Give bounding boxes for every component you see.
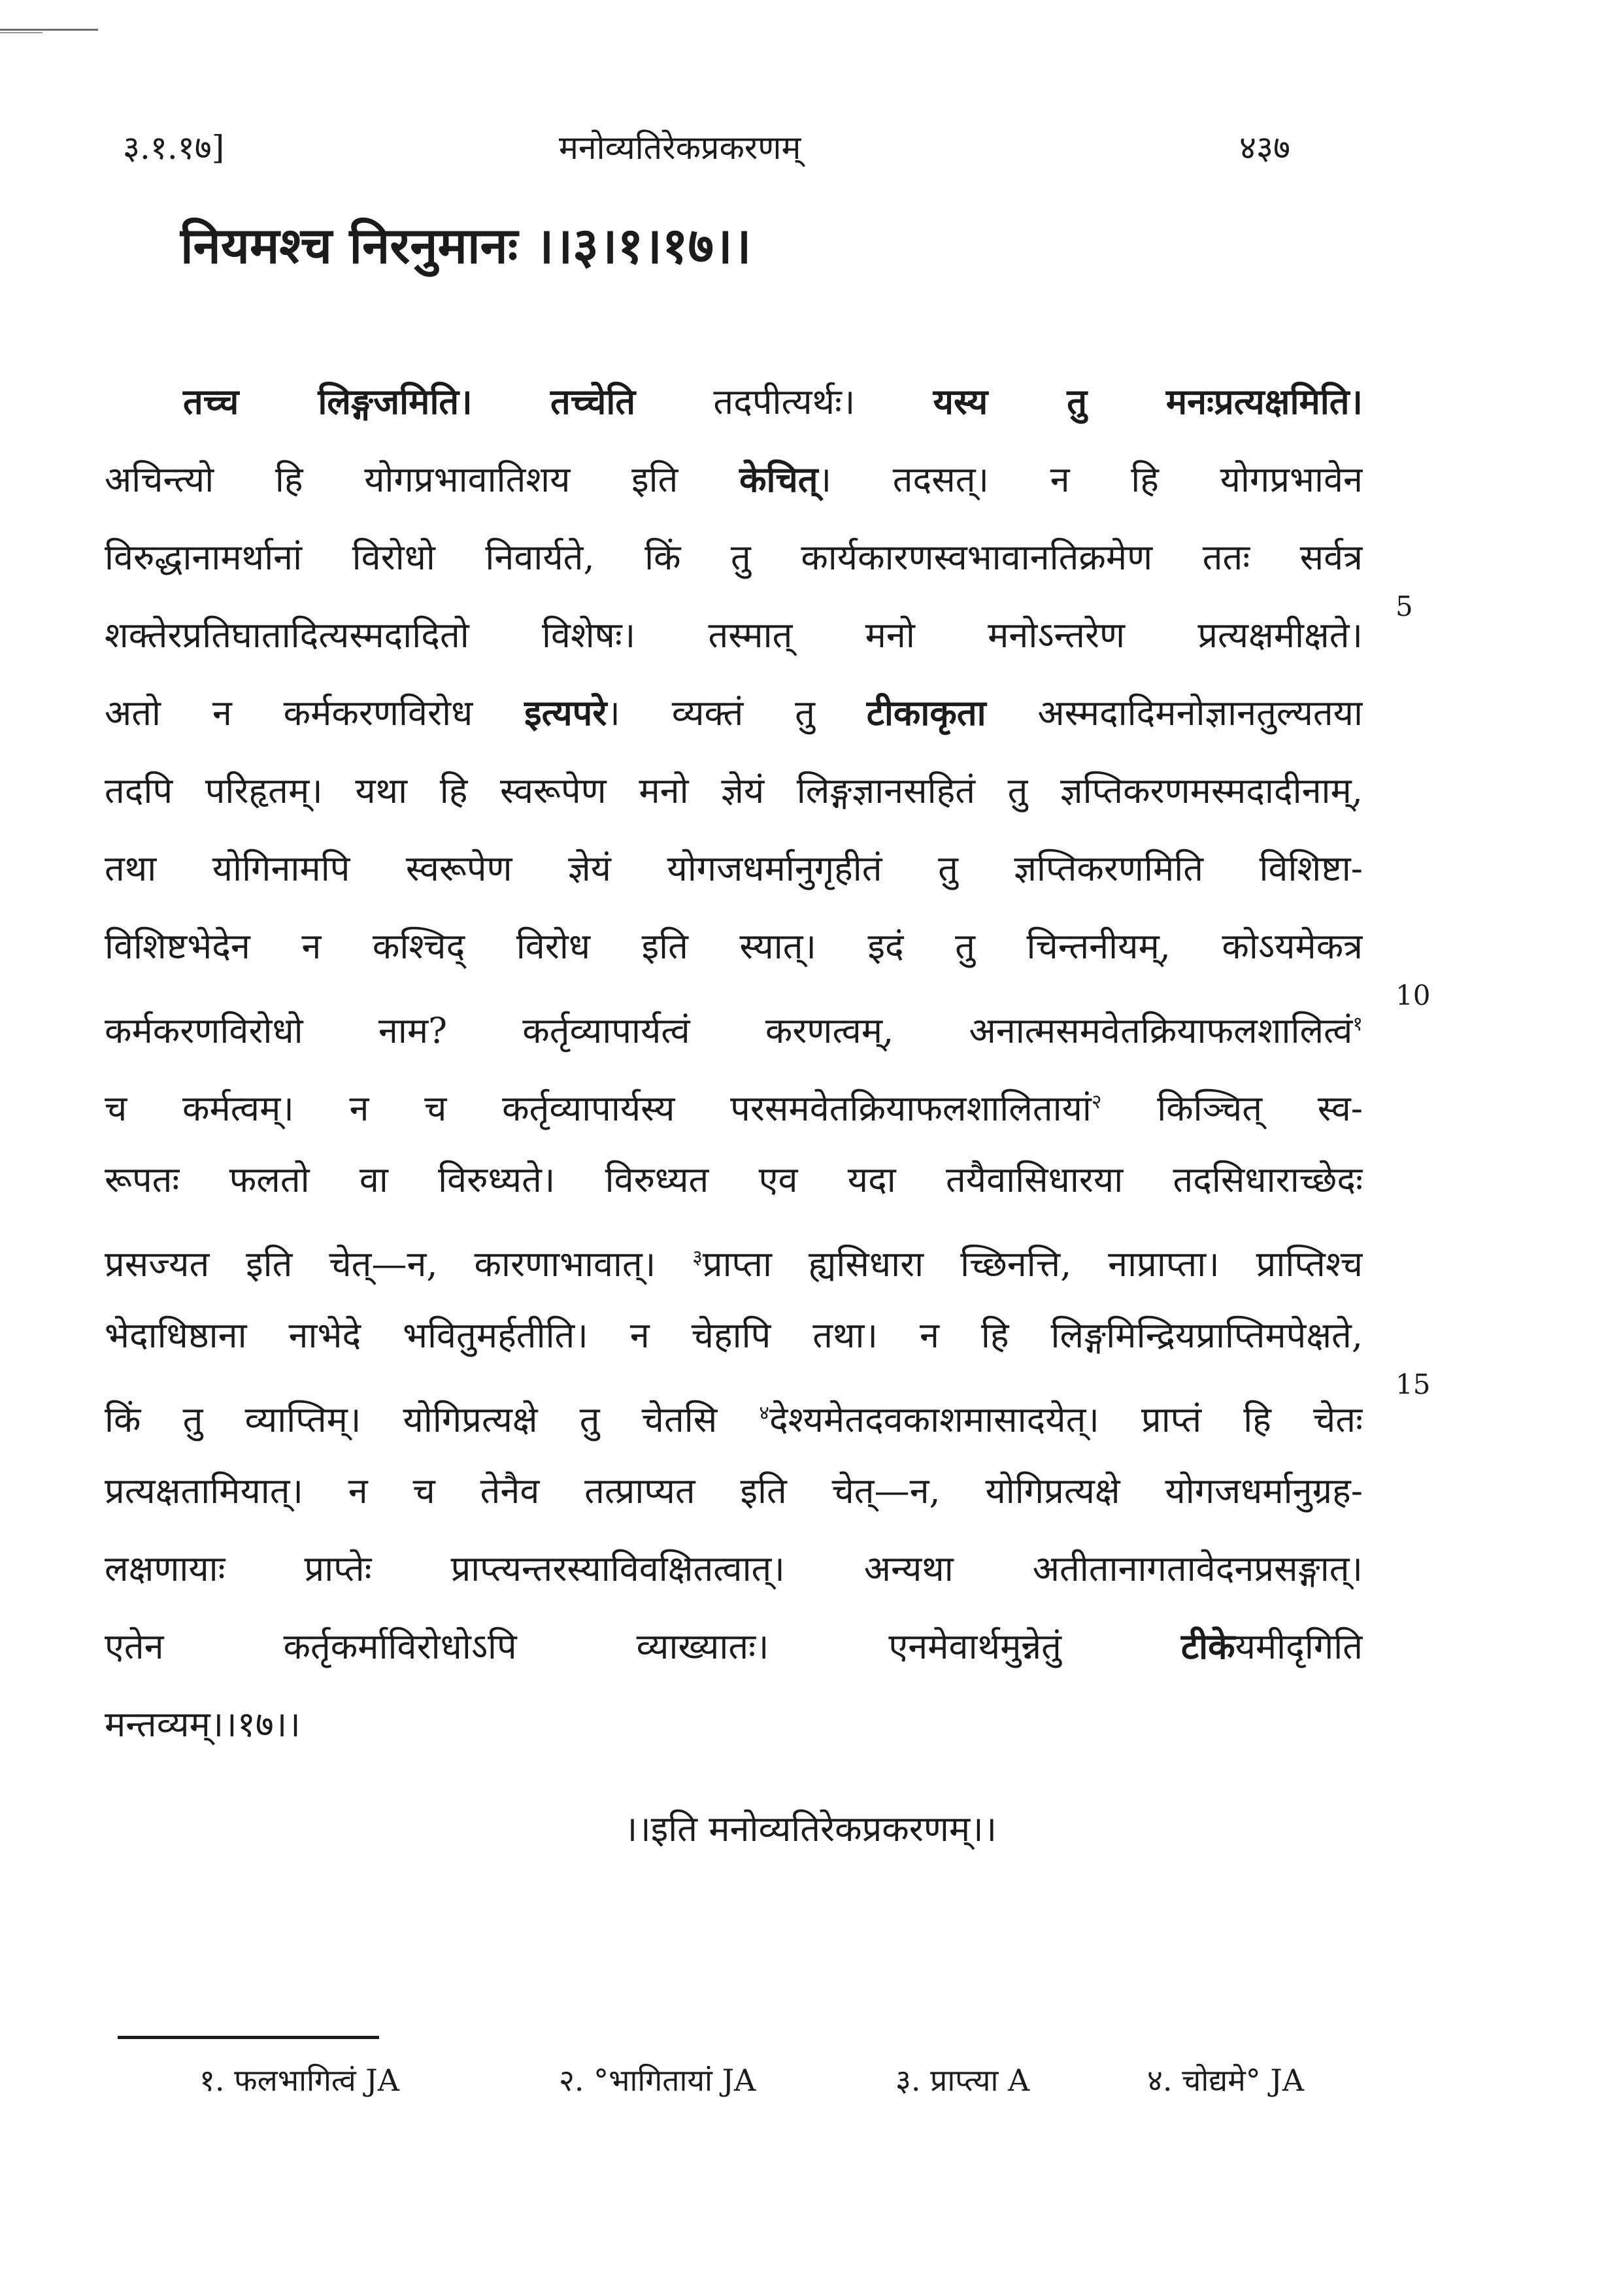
line-number: 15 (1395, 1368, 1431, 1400)
text-line (105, 1608, 1363, 1685)
text-segment: शक्तेरप्रतिघातादित्यस्मदादितो विशेषः। तस्मात् मनो मनोऽन्तरेण प्रत्यक्षमीक्षते। (105, 615, 1363, 656)
text-line (105, 441, 1363, 518)
footnote: १. फलभागित्वं JA (199, 2063, 399, 2098)
footnote-rule (118, 2036, 379, 2039)
bold-lemma: तच्च लिङ्गजमिति। (183, 380, 473, 422)
commentary-body (105, 363, 1363, 1763)
text-line (105, 1296, 1363, 1374)
text-line (105, 752, 1363, 830)
text-segment: प्रसज्यत इति चेत्—न, कारणाभावात्। (105, 1243, 693, 1285)
text-line (105, 363, 1363, 441)
text-segment: तदपि परिहृतम्। यथा हि स्वरूपेण मनो ज्ञेयं लिङ्गज्ञानसहितं तु ज्ञप्तिकरणमस्मदादीनाम्, (105, 770, 1363, 811)
scan-edge-mark (0, 32, 42, 33)
text-segment: विशिष्टभेदेन न कश्चिद् विरोध इति स्यात्। इदं तु चिन्तनीयम्, कोऽयमेकत्र (105, 926, 1363, 967)
footnote-marker: १ (1352, 1013, 1363, 1036)
text-line (105, 518, 1363, 596)
text-segment: अतो न कर्मकरणविरोध (105, 692, 525, 734)
text-segment: लक्षणायाः प्राप्तेः प्राप्त्यन्तरस्याविवक्षितत्वात्। अन्यथा अतीतानागतावेदनप्रसङ्गात्। (105, 1548, 1363, 1589)
text-segment: च कर्मत्वम्। न च कर्तृव्यापार्यस्य परसमवेतक्रियाफलशालितायां (105, 1088, 1092, 1129)
text-segment (473, 381, 550, 422)
footnote-marker: ३ (692, 1246, 703, 1269)
footnote-marker: ४ (759, 1402, 769, 1425)
section-reference: ३.१.१७] (123, 129, 225, 167)
text-segment: किं तु व्याप्तिम्। योगिप्रत्यक्षे तु चेतसि (105, 1399, 760, 1440)
text-line (105, 985, 1363, 1063)
text-line (105, 1685, 1363, 1763)
sutra-heading: नियमश्च निरनुमानः ।।३।१।१७।। (180, 216, 752, 275)
page-number: ४३७ (1239, 129, 1290, 167)
text-segment: कर्मकरणविरोधो नाम? कर्तृव्यापार्यत्वं करणत्वम्, अनात्मसमवेतक्रियाफलशालित्वं (105, 1010, 1353, 1051)
text-segment: अचिन्त्यो हि योगप्रभावातिशय इति (105, 459, 740, 500)
text-segment: विरुद्धानामर्थानां विरोधो निवार्यते, किं तु कार्यकारणस्वभावानतिक्रमेण ततः सर्वत्र (105, 537, 1363, 578)
text-line (105, 1219, 1363, 1296)
text-line (105, 1374, 1363, 1452)
text-segment: । तदसत्। न हि योगप्रभावेन (818, 459, 1363, 500)
text-line (105, 1530, 1363, 1608)
text-line (105, 674, 1363, 752)
text-segment: प्राप्ता ह्यसिधारा च्छिनत्ति, नाप्राप्ता। प्राप्तिश्च (702, 1243, 1363, 1285)
text-line (105, 1452, 1363, 1530)
footnote-marker: २ (1091, 1090, 1102, 1113)
text-line (105, 1063, 1363, 1141)
bold-lemma: यस्य तु मनःप्रत्यक्षमिति। (933, 380, 1363, 422)
scan-edge-mark (0, 29, 98, 31)
text-line (105, 1141, 1363, 1219)
text-line (105, 596, 1363, 674)
footnote: २. °भागितायां JA (559, 2063, 756, 2098)
text-segment: भेदाधिष्ठाना नाभेदे भवितुमर्हतीति। न चेहापि तथा। न हि लिङ्गमिन्द्रियप्राप्तिमपेक्षते, (105, 1315, 1363, 1356)
text-segment: तदपीत्यर्थः। (635, 381, 933, 422)
text-segment: देश्यमेतदवकाशमासादयेत्। प्राप्तं हि चेतः (769, 1399, 1363, 1440)
text-segment: तथा योगिनामपि स्वरूपेण ज्ञेयं योगजधर्मानुगृहीतं तु ज्ञप्तिकरणमिति विशिष्टा- (105, 848, 1363, 889)
text-segment: अस्मदादिमनोज्ञानतुल्यतया (986, 692, 1363, 734)
bold-lemma: इत्यपरे (524, 692, 607, 734)
text-line (105, 907, 1363, 985)
text-segment: किञ्चित् स्व- (1101, 1088, 1363, 1129)
line-number: 5 (1395, 590, 1413, 622)
bold-lemma: टीके (1180, 1625, 1235, 1667)
text-segment: रूपतः फलतो वा विरुध्यते। विरुध्यत एव यदा तयैवासिधारया तदसिधाराच्छेदः (105, 1159, 1363, 1200)
text-segment: प्रत्यक्षतामियात्। न च तेनैव तत्प्राप्यत इति चेत्—न, योगिप्रत्यक्षे योगजधर्मानुग्रह- (105, 1470, 1363, 1511)
text-segment: । व्यक्तं तु (607, 692, 867, 734)
text-segment: मन्तव्यम्।।१७।। (105, 1704, 301, 1745)
colophon: ।।इति मनोव्यतिरेकप्रकरणम्।। (624, 1808, 997, 1849)
line-number: 10 (1395, 979, 1431, 1011)
bold-lemma: केचित् (739, 458, 818, 500)
footnote: ३. प्राप्त्या A (895, 2063, 1030, 2098)
bold-lemma: तच्चेति (550, 380, 636, 422)
bold-lemma: टीकाकृता (866, 692, 986, 734)
text-segment: यमीदृगिति (1235, 1626, 1363, 1667)
running-title: मनोव्यतिरेकप्रकरणम् (559, 129, 801, 167)
text-segment: एतेन कर्तृकर्माविरोधोऽपि व्याख्यातः। एनमेवार्थमुन्नेतुं (105, 1626, 1181, 1667)
footnote: ४. चोद्यमे° JA (1147, 2063, 1305, 2098)
text-line (105, 830, 1363, 907)
